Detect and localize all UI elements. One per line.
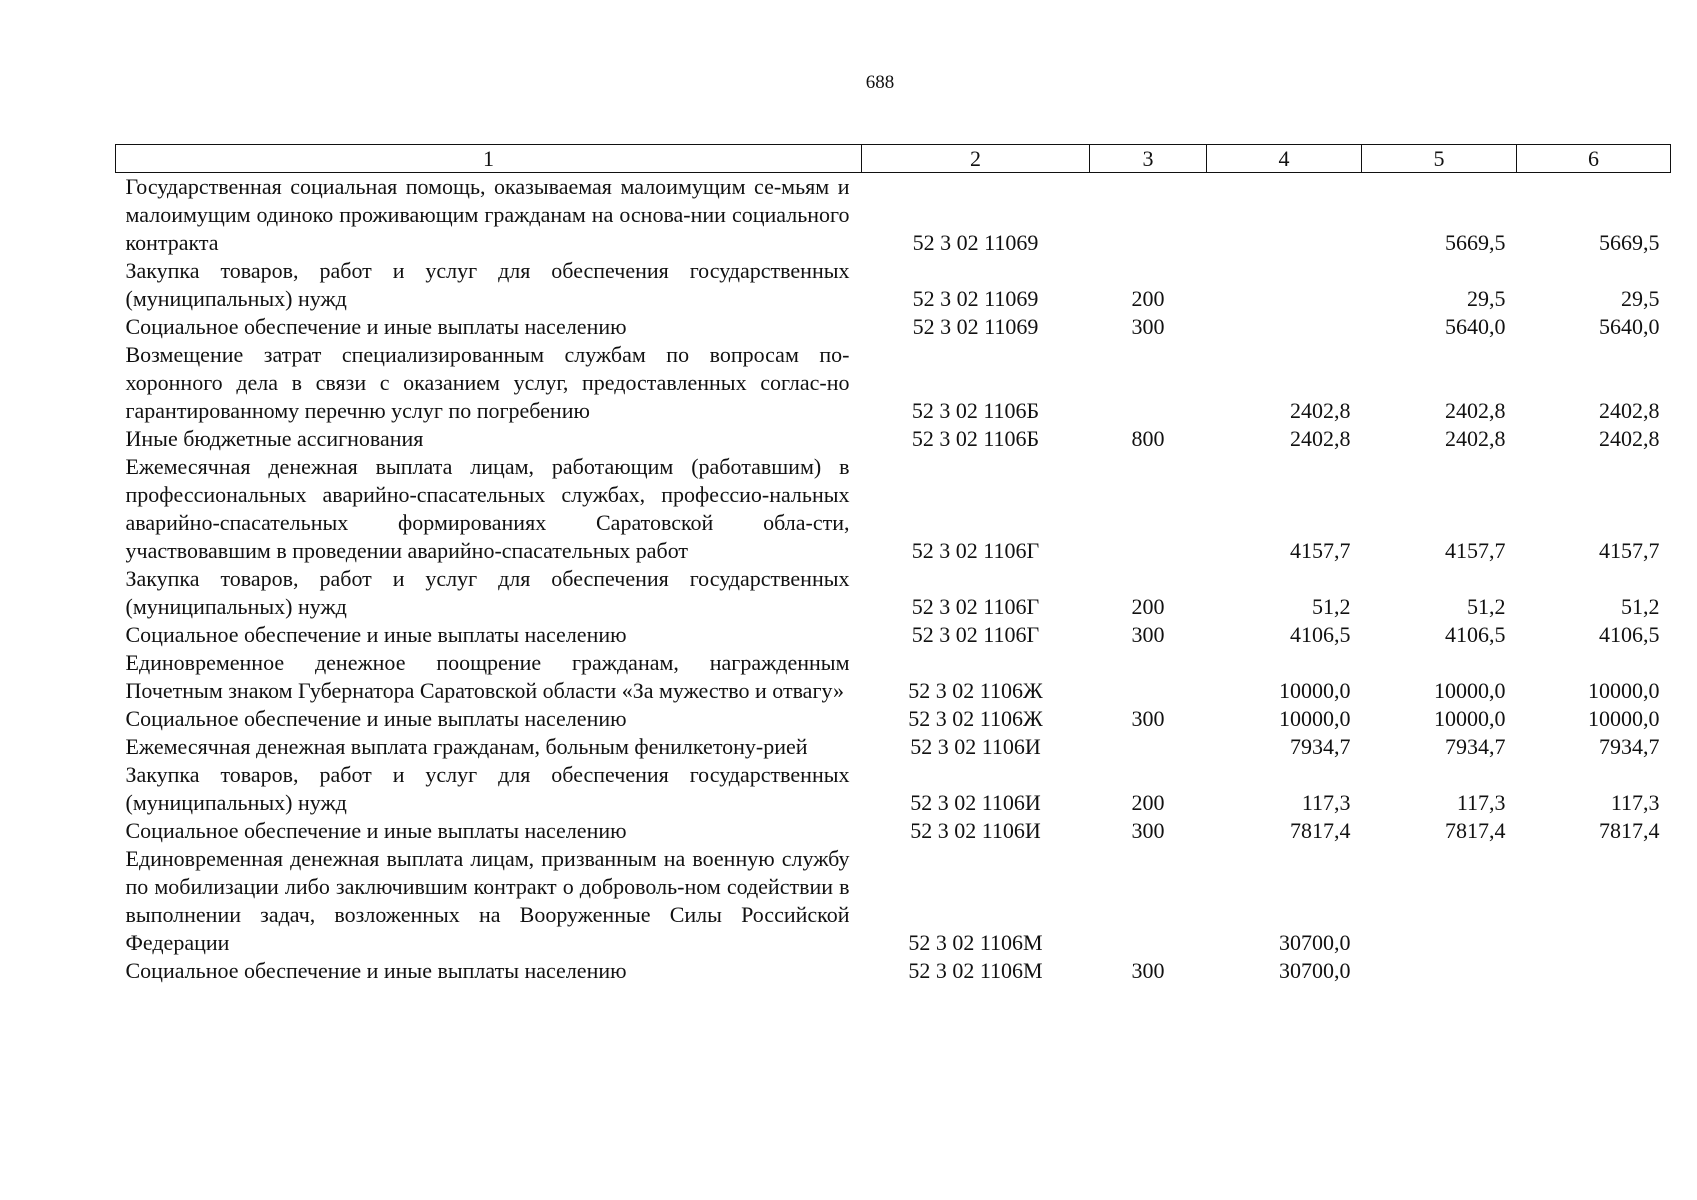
row-value-4: 51,2 <box>1312 594 1351 619</box>
row-value-5: 51,2 <box>1467 594 1506 619</box>
row-value-5 <box>1362 845 1517 957</box>
row-value-4 <box>1207 313 1362 341</box>
row-value-5: 4106,5 <box>1445 622 1506 647</box>
row-code: 52 3 02 11069 <box>912 230 1039 255</box>
row-value-4 <box>1207 257 1362 313</box>
row-code: 52 3 02 1106Г <box>911 594 1040 619</box>
row-value-6: 117,3 <box>1610 790 1660 815</box>
row-value-4: 10000,0 <box>1279 706 1351 731</box>
row-code: 52 3 02 1106Г <box>911 538 1040 563</box>
row-code: 52 3 02 1106М <box>908 958 1043 983</box>
row-expense-type <box>1090 453 1207 565</box>
header-col-2: 2 <box>862 145 1090 173</box>
row-code: 52 3 02 1106М <box>908 930 1043 955</box>
table-row <box>116 173 1671 258</box>
row-value-4: 7934,7 <box>1290 734 1351 759</box>
header-col-6: 6 <box>1517 145 1671 173</box>
row-name: Единовременная денежная выплата лицам, призванным на военную службу по мобилизации либо заключившим контракт о доброволь-ном содействии в выполнении задач, возложенных на Вооруженные Силы Российской Федерации <box>125 846 850 955</box>
row-name: Ежемесячная денежная выплата гражданам, больным фенилкетону-рией <box>125 734 808 759</box>
row-value-4: 30700,0 <box>1279 958 1351 983</box>
row-expense-type <box>1090 845 1207 957</box>
row-value-6: 2402,8 <box>1599 426 1660 451</box>
page-number: 688 <box>865 72 895 93</box>
row-name: Закупка товаров, работ и услуг для обеспечения государственных (муниципальных) нужд <box>125 566 850 619</box>
row-value-5: 117,3 <box>1456 790 1506 815</box>
table-header <box>116 145 1671 173</box>
row-value-6: 10000,0 <box>1588 706 1660 731</box>
row-code: 52 3 02 1106Г <box>911 622 1040 647</box>
table-row <box>116 957 1671 985</box>
table-row <box>116 453 1671 565</box>
row-expense-type <box>1090 173 1207 258</box>
header-col-1: 1 <box>116 145 862 173</box>
row-value-4: 2402,8 <box>1290 398 1351 423</box>
budget-table <box>115 144 1671 985</box>
row-expense-type: 200 <box>1131 286 1165 311</box>
row-name: Социальное обеспечение и иные выплаты населению <box>125 314 627 339</box>
row-value-5: 7934,7 <box>1445 734 1506 759</box>
row-value-5: 2402,8 <box>1445 398 1506 423</box>
row-value-6: 4157,7 <box>1599 538 1660 563</box>
row-name: Социальное обеспечение и иные выплаты населению <box>125 622 627 647</box>
row-value-6: 10000,0 <box>1588 678 1660 703</box>
row-value-6: 29,5 <box>1621 286 1660 311</box>
table-row <box>116 621 1671 649</box>
row-name: Иные бюджетные ассигнования <box>125 426 424 451</box>
header-col-4: 4 <box>1207 145 1362 173</box>
header-row <box>116 145 1671 173</box>
table-row <box>116 257 1671 313</box>
row-expense-type: 300 <box>1131 314 1165 339</box>
row-value-6: 7934,7 <box>1599 734 1660 759</box>
row-code: 52 3 02 1106Ж <box>908 678 1043 703</box>
row-name: Ежемесячная денежная выплата лицам, работающим (работавшим) в профессиональных аварийно-спасательных службах, профессио-нальных аварийно-спасательных формированиях Саратовской обла-сти, участвовавшим в проведении аварийно-спасательных работ <box>125 454 850 563</box>
row-name: Социальное обеспечение и иные выплаты населению <box>125 818 627 843</box>
row-value-5: 10000,0 <box>1434 678 1506 703</box>
row-expense-type: 300 <box>1131 622 1165 647</box>
row-value-6: 4106,5 <box>1599 622 1660 647</box>
table-row <box>116 733 1671 761</box>
row-value-6: 51,2 <box>1621 594 1660 619</box>
row-name: Единовременное денежное поощрение гражданам, награжденным Почетным знаком Губернатора Саратовской области «За мужество и отвагу» <box>125 650 850 703</box>
row-code: 52 3 02 1106И <box>910 734 1041 759</box>
row-name: Закупка товаров, работ и услуг для обеспечения государственных (муниципальных) нужд <box>125 258 850 311</box>
row-value-4: 30700,0 <box>1279 930 1351 955</box>
row-expense-type: 300 <box>1131 958 1165 983</box>
row-value-4 <box>1207 173 1362 258</box>
row-expense-type <box>1090 649 1207 705</box>
row-code: 52 3 02 1106И <box>910 818 1041 843</box>
header-col-5: 5 <box>1362 145 1517 173</box>
table-row <box>116 565 1671 621</box>
row-value-4: 10000,0 <box>1279 678 1351 703</box>
table-row <box>116 313 1671 341</box>
row-value-6 <box>1517 957 1671 985</box>
row-value-5: 7817,4 <box>1445 818 1506 843</box>
row-expense-type: 300 <box>1131 706 1165 731</box>
row-expense-type: 200 <box>1131 594 1165 619</box>
row-value-6: 5669,5 <box>1599 230 1660 255</box>
header-col-3: 3 <box>1090 145 1207 173</box>
row-code: 52 3 02 1106И <box>910 790 1041 815</box>
table-row <box>116 425 1671 453</box>
row-name: Закупка товаров, работ и услуг для обеспечения государственных (муниципальных) нужд <box>125 762 850 815</box>
row-value-6: 5640,0 <box>1599 314 1660 339</box>
table-row <box>116 761 1671 817</box>
row-expense-type <box>1090 733 1207 761</box>
row-value-4: 4106,5 <box>1290 622 1351 647</box>
row-code: 52 3 02 1106Б <box>911 426 1040 451</box>
row-value-5: 10000,0 <box>1434 706 1506 731</box>
row-name: Социальное обеспечение и иные выплаты населению <box>125 706 627 731</box>
row-value-5: 4157,7 <box>1445 538 1506 563</box>
row-value-5: 29,5 <box>1467 286 1506 311</box>
row-value-6: 7817,4 <box>1599 818 1660 843</box>
table-row <box>116 845 1671 957</box>
table-body <box>116 173 1671 986</box>
table-row <box>116 817 1671 845</box>
row-value-5: 2402,8 <box>1445 426 1506 451</box>
row-value-5: 5640,0 <box>1445 314 1506 339</box>
table-row <box>116 649 1671 705</box>
row-value-6 <box>1517 845 1671 957</box>
row-expense-type: 300 <box>1131 818 1165 843</box>
row-expense-type <box>1090 341 1207 425</box>
row-value-4: 7817,4 <box>1290 818 1351 843</box>
row-code: 52 3 02 1106Ж <box>908 706 1043 731</box>
table-row <box>116 705 1671 733</box>
row-value-6: 2402,8 <box>1599 398 1660 423</box>
row-code: 52 3 02 1106Б <box>911 398 1040 423</box>
table-row <box>116 341 1671 425</box>
row-name: Возмещение затрат специализированным службам по вопросам по-хоронного дела в связи с оказанием услуг, предоставленных соглас-но гарантированному перечню услуг по погребению <box>125 342 850 423</box>
row-code: 52 3 02 11069 <box>912 314 1039 339</box>
row-value-5: 5669,5 <box>1445 230 1506 255</box>
row-name: Социальное обеспечение и иные выплаты населению <box>125 958 627 983</box>
row-value-4: 4157,7 <box>1290 538 1351 563</box>
row-expense-type: 200 <box>1131 790 1165 815</box>
row-value-5 <box>1362 957 1517 985</box>
row-value-4: 2402,8 <box>1290 426 1351 451</box>
row-code: 52 3 02 11069 <box>912 286 1039 311</box>
row-value-4: 117,3 <box>1301 790 1351 815</box>
row-expense-type: 800 <box>1131 426 1165 451</box>
row-name: Государственная социальная помощь, оказываемая малоимущим се-мьям и малоимущим одиноко проживающим гражданам на основа-нии социального контракта <box>125 174 850 255</box>
